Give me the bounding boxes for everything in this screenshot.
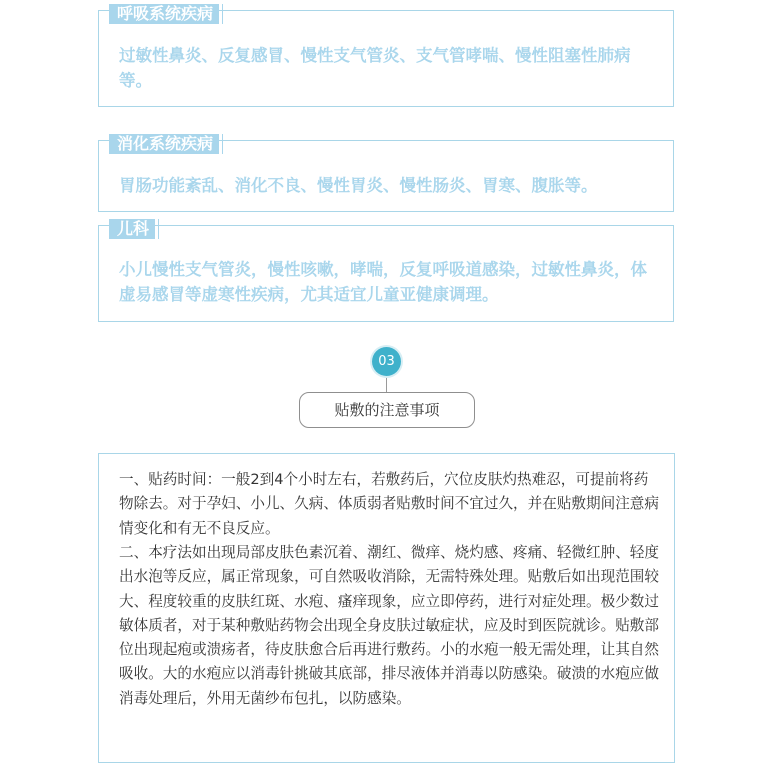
step-number-badge: 03	[372, 347, 401, 376]
note-item-2: 二、本疗法如出现局部皮肤色素沉着、潮红、微痒、烧灼感、疼痛、轻微红肿、轻度出水泡等反应，属正常现象，可自然吸收消除，无需特殊处理。贴敷后如出现范围较大、程度较重的皮肤红斑、水疱、瘙痒现象，应立即停药，进行对症处理。极少数过敏体质者，对于某种敷贴药物会出现全身皮肤过敏症状，应及时到医院就诊。贴敷部位出现起疱或溃疡者，待皮肤愈合后再进行敷药。小的水疱一般无需处理，让其自然吸收。大的水疱应以消毒针挑破其底部，排尽液体并消毒以防感染。破溃的水疱应做消毒处理后，外用无菌纱布包扎，以防感染。	[119, 544, 659, 707]
pediatrics-section	[98, 219, 674, 322]
section-tag-respiratory: 呼吸系统疾病	[109, 4, 219, 24]
section-text-digestive: 胃肠功能紊乱、消化不良、慢性胃炎、慢性肠炎、胃寒、腹胀等。	[119, 176, 598, 195]
section-tag-digestive: 消化系统疾病	[109, 134, 219, 154]
section-text-respiratory: 过敏性鼻炎、反复感冒、慢性支气管炎、支气管哮喘、慢性阻塞性肺病等。	[119, 46, 631, 90]
section-text-pediatrics: 小儿慢性支气管炎，慢性咳嗽，哮喘，反复呼吸道感染，过敏性鼻炎，体虚易感冒等虚寒性疾病，尤其适宜儿童亚健康调理。	[119, 260, 647, 304]
respiratory-section	[98, 4, 674, 107]
step-title: 贴敷的注意事项	[299, 392, 475, 428]
notes-box	[98, 453, 675, 763]
note-item-1: 一、贴药时间：一般2到4个小时左右，若敷药后，穴位皮肤灼热难忍，可提前将药物除去。对于孕妇、小儿、久病、体质弱者贴敷时间不宜过久，并在贴敷期间注意病情变化和有无不良反应。	[119, 471, 659, 537]
digestive-section	[98, 134, 674, 212]
section-tag-pediatrics: 儿科	[109, 219, 155, 239]
